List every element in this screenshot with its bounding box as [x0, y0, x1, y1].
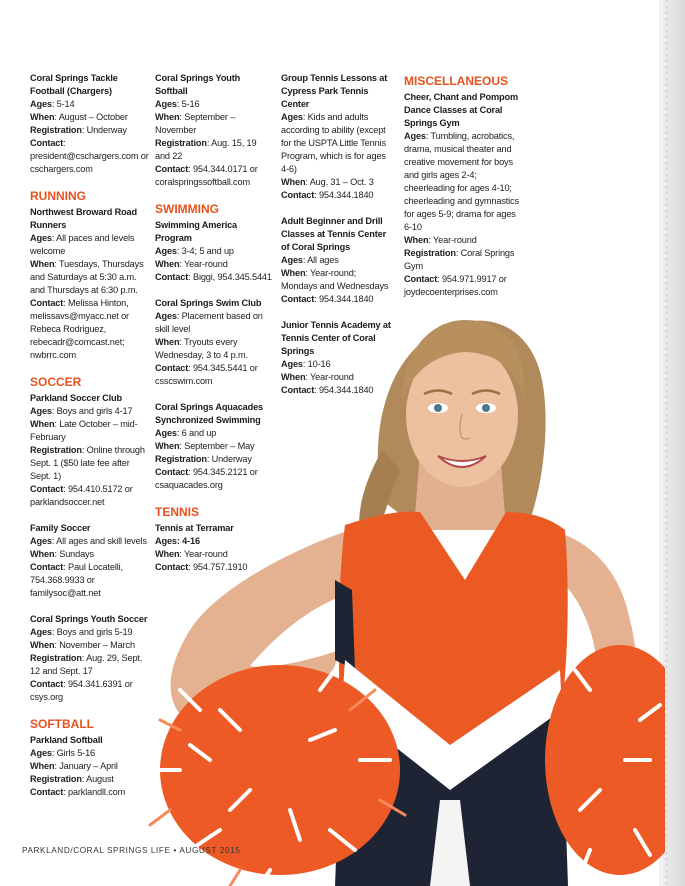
listing-title: Tennis at Terramar [155, 523, 234, 533]
listing-title: Group Tennis Lessons at Cypress Park Tennis Center [281, 73, 388, 109]
listing-tennis-terramar: Tennis at Terramar Ages: 4-16 When: Year-round Contact: 954.757.1910 [155, 522, 273, 574]
listing-youth-soccer: Coral Springs Youth Soccer Ages: Boys and girls 5-19 When: November – March Registration: Aug. 29, Sept. 12 and Sept. 17 Contact: 954.341.6391 or csys.org [30, 613, 150, 704]
column-2 [155, 72, 273, 587]
section-heading-softball: SOFTBALL [30, 717, 94, 731]
section-heading-miscellaneous: MISCELLANEOUS [404, 74, 509, 88]
listing-title: Swimming America Program [155, 220, 238, 243]
listing-title: Family Soccer [30, 523, 91, 533]
section-heading-soccer: SOCCER [30, 375, 82, 389]
column-3 [281, 72, 393, 410]
page-footer [22, 846, 240, 855]
listing-tackle-football: Coral Springs Tackle Football (Chargers) Ages: 5-14 When: August – October Registration: Underway Contact: president@cschargers.com or cschargers.com [30, 73, 149, 174]
listing-title: Parkland Soccer Club [30, 393, 122, 403]
section-heading-running: RUNNING [30, 189, 86, 203]
listing-adult-tennis: Adult Beginner and Drill Classes at Tennis Center of Coral Springs Ages: All ages When: Year-round; Mondays and Wednesdays Contact: 954.344.1840 [281, 215, 393, 306]
listing-junior-tennis: Junior Tennis Academy at Tennis Center of Coral Springs Ages: 10-16 When: Year-round Contact: 954.344.1840 [281, 319, 393, 397]
section-heading-tennis: TENNIS [155, 505, 200, 519]
publication-name: PARKLAND/CORAL SPRINGS LIFE [22, 846, 171, 855]
listing-swimming-america: Swimming America Program Ages: 3-4; 5 and up When: Year-round Contact: Biggi, 954.345.5441 [155, 220, 272, 282]
listing-parkland-soccer: Parkland Soccer Club Ages: Boys and girls 4-17 When: Late October – mid-February Registration: Online through Sept. 1 ($50 late fee after Sept. 1) Contact: 954.410.5172 or parklandsoccer.net [30, 392, 150, 509]
listing-title: Parkland Softball [30, 735, 103, 745]
listing-title: Coral Springs Youth Softball [155, 73, 241, 96]
listing-road-runners: Northwest Broward Road Runners Ages: All paces and levels welcome When: Tuesdays, Thursdays and Saturdays at 5:30 a.m. and Thursdays at 6:30 p.m. Contact: Melissa Hinton, melissavs@myacc.net or Rebeca Rodriguez, rebecadr@comcast.net; nwbrrc.com [30, 206, 150, 362]
listing-youth-softball: Coral Springs Youth Softball Ages: 5-16 When: September – November Registration: Aug. 15, 19 and 22 Contact: 954.344.0171 or coralspringssoftball.com [155, 72, 273, 189]
column-4 [404, 72, 519, 312]
listing-title: Adult Beginner and Drill Classes at Tennis Center of Coral Springs [281, 216, 386, 252]
listing-aquacades: Coral Springs Aquacades Synchronized Swimming Ages: 6 and up When: September – May Registration: Underway Contact: 954.345.2121 or csaquacades.org [155, 401, 273, 492]
listing-title: Northwest Broward Road Runners [30, 207, 137, 230]
issue-date: AUGUST 2015 [179, 846, 241, 855]
listing-title: Coral Springs Tackle Football (Chargers) [30, 73, 118, 96]
listing-family-soccer: Family Soccer Ages: All ages and skill levels When: Sundays Contact: Paul Locatelli, 754.368.9933 or familysoc@att.net [30, 522, 150, 600]
listing-title: Cheer, Chant and Pompom Dance Classes at Coral Springs Gym [404, 92, 518, 128]
listing-title: Coral Springs Youth Soccer [30, 614, 148, 624]
listing-parkland-softball: Parkland Softball Ages: Girls 5-16 When: January – April Registration: August Contact: parklandll.com [30, 734, 150, 799]
listing-title: Coral Springs Swim Club [155, 298, 262, 308]
listing-title: Coral Springs Aquacades Synchronized Swimming [155, 402, 264, 425]
listing-swim-club: Coral Springs Swim Club Ages: Placement based on skill level When: Tryouts every Wednesday, 3 to 4 p.m. Contact: 954.345.5441 or csscswim.com [155, 297, 273, 388]
footer-separator: • [170, 846, 180, 855]
listing-group-tennis: Group Tennis Lessons at Cypress Park Tennis Center Ages: Kids and adults according to ability (except for the USPTA Little Tennis Program, which is for ages 4-6) When: Aug. 31 – Oct. 3 Contact: 954.344.1840 [281, 72, 393, 202]
section-heading-swimming: SWIMMING [155, 202, 219, 216]
listing-cheer-classes: Cheer, Chant and Pompom Dance Classes at Coral Springs Gym Ages: Tumbling, acrobatics, drama, musical theater and creative movement for boys and girls ages 2-4; cheerleading for ages 4-10; cheerleading and gymnastics for ages 5-9; drama for ages 6-10 When: Year-round Registration: Coral Springs Gym Contact: 954.971.9917 or joydecoenterprises.com [404, 92, 519, 297]
column-1 [30, 72, 150, 812]
listing-title: Junior Tennis Academy at Tennis Center of Coral Springs [281, 320, 391, 356]
